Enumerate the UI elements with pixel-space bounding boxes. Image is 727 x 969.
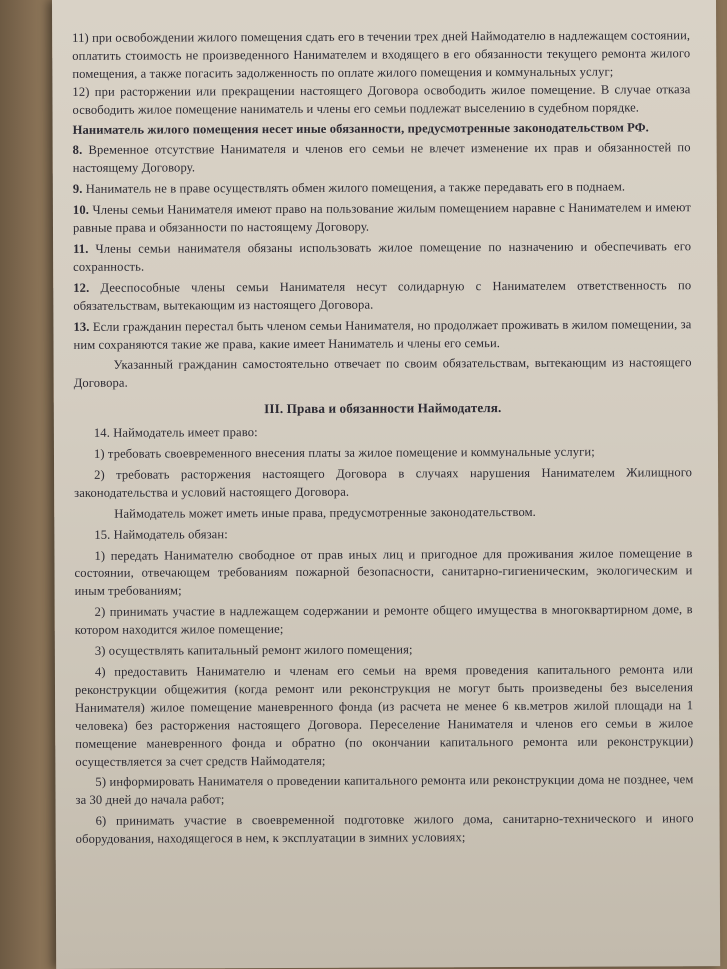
section-15-item-1: 1) передать Нанимателю свободное от прав иных лиц и пригодное для проживания жилое помещение в состоянии, отвечающем требованиям пожарной безопасности, санитарно-гигиеническим, экологическим и иным требованиям;	[74, 545, 693, 599]
section-14-title: 14. Наймодатель имеет право:	[93, 425, 258, 440]
item-13	[73, 316, 691, 355]
item-10	[73, 199, 691, 238]
section-15-item-4: 4) предоставить Нанимателю и членам его семьи на время проведения капитального ремонта или реконструкции общежития (когда ремонт или реконструкция не могут быть произведены без выселения Нанимателя) жилое помещение маневренного фонда (из расчета не менее 6 кв.метров жилой площади на 1 человека) без расторжения настоящего Договора. Переселение Нанимателя и членов его семьи в жилое помещение маневренного фонда и обратно (по окончании капитального ремонта или реконструкции) осуществляется за счет средств Наймодателя;	[74, 662, 694, 769]
item-number: 10.	[72, 202, 89, 218]
section-14-item-2: 2) требовать расторжения настоящего Договора в случаях нарушения Нанимателем Жилищного законодательства и условий настоящего Договора.	[74, 465, 693, 500]
section-15-item-6: 6) принимать участие в своевременной подготовке жилого дома, санитарно-технического и иного оборудования, находящегося в нем, к эксплуатации в зимних условиях;	[75, 811, 694, 847]
section-14-note: Наймодатель может иметь иные права, предусмотренные законодательством.	[114, 504, 536, 521]
section-15-item-2: 2) принимать участие в надлежащем содержании и ремонте общего имущества в многоквартирном доме, в котором находится жилое помещение;	[74, 602, 693, 638]
item-text: Если гражданин перестал быть членом семьи Нанимателя, но продолжает проживать в жилом помещении, за ним сохраняются такие же права, какие имеет Наниматель и члены его семьи.	[73, 316, 692, 352]
section-title: III. Права и обязанности Наймодателя.	[264, 400, 502, 417]
item-text: Члены семьи Нанимателя имеют право на пользование жилым помещением наравне с Нанимателем и имеют равные права и обязанности по настоящему Договору.	[72, 200, 691, 235]
item-text: Дееспособные члены семьи Нанимателя несут солидарную с Нанимателем ответственность по обязательствам, вытекающим из настоящего Договора.	[73, 277, 692, 313]
item-text: Наниматель не в праве осуществлять обмен жилого помещения, а также передавать его в поднаем.	[85, 179, 626, 197]
item-number: 12.	[73, 280, 90, 295]
tenant-obligations-note: Наниматель жилого помещения несет иные обязанности, предусмотренные законодательством РФ.	[72, 119, 649, 137]
paragraph-12: 12) при расторжении или прекращении настоящего Договора освободить жилое помещение. В случае отказа освободить жилое помещение наниматель и члены его семьи подлежат выселению в судебном порядке.	[72, 81, 691, 117]
section-15-item-3: 3) осуществлять капитальный ремонт жилого помещения;	[94, 642, 413, 658]
document-body	[72, 27, 694, 849]
item-number: 8.	[72, 143, 83, 158]
item-11	[73, 238, 691, 277]
item-text: Временное отсутствие Нанимателя и членов его семьи не влечет изменение их прав и обязанностей по настоящему Договору.	[72, 140, 691, 176]
document-page	[52, 0, 720, 969]
item-8	[73, 140, 691, 179]
item-number: 13.	[73, 319, 90, 334]
item-12	[73, 277, 691, 316]
item-9	[73, 178, 691, 199]
section-15-item-5: 5) информировать Нанимателя о проведении капитального ремонта или реконструкции дома не позднее, чем за 30 дней до начала работ;	[75, 772, 694, 808]
item-text: Члены семьи нанимателя обязаны использовать жилое помещение по назначению и обеспечивать его сохранность.	[73, 239, 692, 274]
paragraph-11: 11) при освобождении жилого помещения сдать его в течении трех дней Наймодателю в надлежащем состоянии, оплатить стоимость не произведенного Нанимателем и входящего в его обязанности текущего ремонта жилого помещения, а также погасить задолженность по оплате жилого помещения и коммунальных услуг;	[72, 28, 691, 81]
section-14-item-1: 1) требовать своевременного внесения платы за жилое помещение и коммунальные услуги;	[93, 444, 595, 461]
section-15-title: 15. Наймодатель обязан:	[94, 526, 228, 542]
item-13-note: Указанный гражданин самостоятельно отвечает по своим обязательствам, вытекающим из настоящего Договора.	[73, 355, 692, 391]
item-number: 11.	[73, 241, 89, 256]
item-number: 9.	[72, 182, 83, 197]
